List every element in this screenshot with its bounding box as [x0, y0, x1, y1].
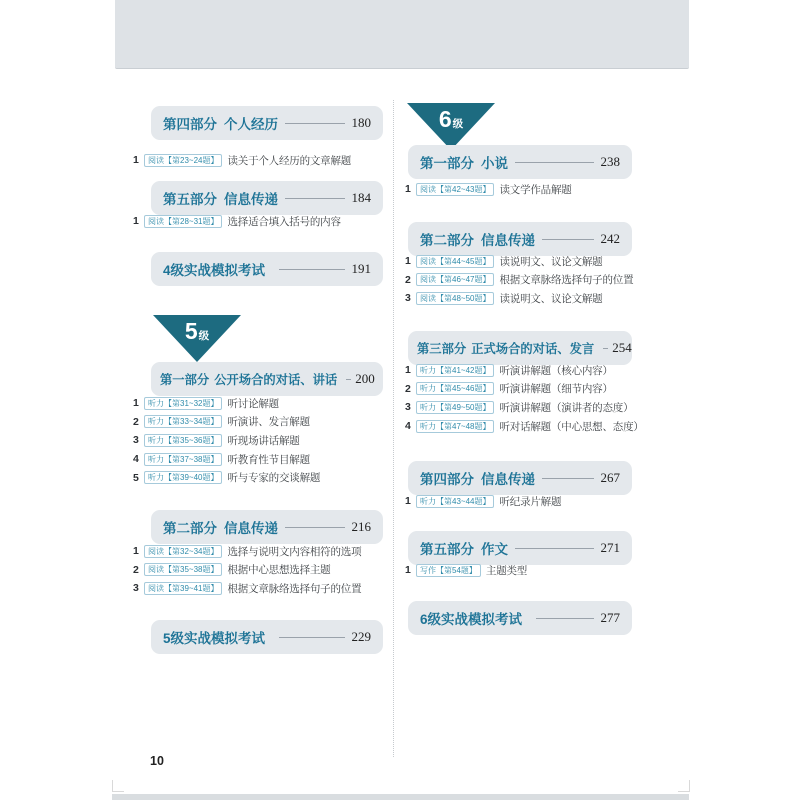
question-range-tag: 听力【第33~34题】 — [144, 415, 222, 428]
toc-item — [133, 394, 320, 413]
section-title: 信息传递 — [481, 233, 535, 248]
section-part-label: 第四部分 — [420, 472, 474, 487]
section-header — [408, 145, 632, 179]
item-number: 1 — [405, 364, 411, 377]
level-badge-label — [153, 319, 241, 343]
section-part-label: 第一部分 — [160, 373, 210, 387]
toc-item — [133, 561, 361, 580]
section-part-label: 第三部分 — [417, 342, 467, 356]
toc-item — [405, 398, 644, 417]
section-header — [151, 362, 383, 396]
item-number: 1 — [133, 397, 139, 410]
item-number: 1 — [133, 154, 139, 167]
item-number: 2 — [405, 273, 411, 286]
crop-corner-mark — [112, 780, 124, 792]
item-number: 3 — [133, 582, 139, 595]
section-page-number: 271 — [600, 540, 620, 555]
item-text: 听对话解题（中心思想、态度） — [499, 420, 644, 433]
item-text: 主题类型 — [485, 564, 528, 577]
leader-line — [285, 198, 345, 199]
item-text: 读关于个人经历的文章解题 — [227, 154, 352, 167]
question-range-tag: 阅读【第32~34题】 — [144, 545, 222, 558]
item-text: 听现场讲话解题 — [227, 434, 300, 447]
item-list — [405, 492, 561, 511]
item-text: 读说明文、议论文解题 — [499, 255, 603, 268]
item-number: 1 — [405, 564, 411, 577]
toc-item — [133, 542, 361, 561]
item-number: 5 — [133, 471, 139, 484]
toc-item — [405, 271, 633, 290]
section-page-number: 216 — [351, 519, 371, 534]
toc-item — [405, 180, 572, 199]
crop-corner-mark — [678, 780, 690, 792]
section-title: 信息传递 — [224, 192, 278, 207]
page-bottom-edge — [112, 794, 689, 800]
level-5-badge — [153, 315, 241, 362]
item-text: 听演讲解题（核心内容） — [499, 364, 613, 377]
item-list — [405, 252, 633, 308]
level-suffix: 级 — [198, 330, 210, 342]
section-header — [408, 331, 632, 365]
item-text: 选择适合填入括号的内容 — [227, 215, 341, 228]
question-range-tag: 阅读【第35~38题】 — [144, 563, 222, 576]
section-page-number: 191 — [351, 261, 371, 276]
question-range-tag: 听力【第43~44题】 — [416, 495, 494, 508]
toc-item — [405, 492, 561, 511]
leader-line — [285, 123, 345, 124]
leader-line — [285, 527, 345, 528]
item-text: 听演讲、发言解题 — [227, 416, 310, 429]
leader-line — [542, 239, 594, 240]
leader-line — [515, 548, 594, 549]
section-title: 正式场合的对话、发言 — [471, 342, 595, 356]
question-range-tag: 听力【第39~40题】 — [144, 471, 222, 484]
item-number: 1 — [405, 495, 411, 508]
section-title: 公开场合的对话、讲话 — [214, 373, 338, 387]
toc-item — [405, 561, 527, 580]
item-text: 听演讲解题（演讲者的态度） — [499, 401, 634, 414]
toc-item — [405, 380, 644, 399]
item-list — [133, 394, 320, 487]
level-number: 5 — [184, 318, 198, 344]
item-number: 3 — [405, 292, 411, 305]
section-title: 信息传递 — [481, 472, 535, 487]
section-part-label: 第一部分 — [420, 156, 474, 171]
section-header — [408, 531, 632, 565]
level-6-badge — [407, 103, 495, 150]
leader-line — [279, 269, 344, 270]
question-range-tag: 阅读【第42~43题】 — [416, 183, 494, 196]
section-header — [151, 106, 383, 140]
question-range-tag: 听力【第41~42题】 — [416, 364, 494, 377]
item-list — [405, 180, 572, 199]
section-page-number: 254 — [612, 340, 632, 355]
item-text: 根据文章脉络选择句子的位置 — [499, 274, 634, 287]
exam-header — [151, 252, 383, 286]
section-header — [408, 222, 632, 256]
level-badge-label — [407, 107, 495, 131]
item-text: 听与专家的交谈解题 — [227, 472, 321, 485]
item-number: 3 — [405, 401, 411, 414]
toc-item — [133, 151, 351, 170]
item-text: 读说明文、议论文解题 — [499, 292, 603, 305]
item-number: 2 — [405, 382, 411, 395]
section-header — [151, 510, 383, 544]
section-page-number: 242 — [600, 231, 620, 246]
section-page-number: 229 — [351, 629, 371, 644]
toc-item — [133, 413, 320, 432]
item-number: 1 — [405, 255, 411, 268]
exam-header — [151, 620, 383, 654]
section-part-label: 第二部分 — [420, 233, 474, 248]
toc-item — [133, 212, 341, 231]
leader-line — [515, 162, 594, 163]
item-number: 1 — [133, 215, 139, 228]
item-list — [133, 542, 361, 598]
item-text: 听讨论解题 — [227, 397, 279, 410]
item-text: 听纪录片解题 — [499, 495, 562, 508]
section-title: 小说 — [481, 156, 508, 171]
page-top-edge — [115, 0, 689, 69]
toc-item — [133, 450, 320, 469]
question-range-tag: 阅读【第46~47题】 — [416, 273, 494, 286]
question-range-tag: 阅读【第48~50题】 — [416, 292, 494, 305]
section-part-label: 第五部分 — [163, 192, 217, 207]
toc-item — [133, 468, 320, 487]
leader-line — [279, 637, 344, 638]
item-number: 1 — [405, 183, 411, 196]
item-list — [133, 212, 341, 231]
leader-line — [603, 348, 608, 349]
exam-header — [408, 601, 632, 635]
item-number: 2 — [133, 415, 139, 428]
item-list — [133, 151, 351, 170]
item-text: 听演讲解题（细节内容） — [499, 383, 613, 396]
item-number: 4 — [133, 453, 139, 466]
item-number: 2 — [133, 563, 139, 576]
section-page-number: 200 — [355, 371, 375, 386]
question-range-tag: 听力【第37~38题】 — [144, 453, 222, 466]
toc-item — [405, 252, 633, 271]
leader-line — [536, 618, 593, 619]
toc-item — [133, 579, 361, 598]
item-text: 根据中心思想选择主题 — [227, 564, 331, 577]
toc-item — [405, 417, 644, 436]
exam-title: 4级实战模拟考试 — [163, 263, 266, 278]
section-page-number: 277 — [600, 610, 620, 625]
exam-title: 6级实战模拟考试 — [420, 612, 523, 627]
section-page-number: 180 — [351, 115, 371, 130]
item-number: 1 — [133, 545, 139, 558]
section-header — [151, 181, 383, 215]
question-range-tag: 写作【第54题】 — [416, 564, 481, 577]
exam-title: 5级实战模拟考试 — [163, 631, 266, 646]
toc-item — [405, 361, 644, 380]
question-range-tag: 听力【第49~50题】 — [416, 401, 494, 414]
item-list — [405, 561, 527, 580]
item-list — [405, 361, 644, 435]
item-number: 4 — [405, 420, 411, 433]
section-page-number: 267 — [600, 470, 620, 485]
question-range-tag: 阅读【第44~45题】 — [416, 255, 494, 268]
question-range-tag: 阅读【第28~31题】 — [144, 215, 222, 228]
question-range-tag: 听力【第31~32题】 — [144, 397, 222, 410]
section-title: 作文 — [481, 542, 508, 557]
toc-item — [133, 431, 320, 450]
footer-page-number: 10 — [150, 754, 164, 768]
question-range-tag: 阅读【第23~24题】 — [144, 154, 222, 167]
question-range-tag: 听力【第35~36题】 — [144, 434, 222, 447]
item-number: 3 — [133, 434, 139, 447]
column-divider — [393, 100, 394, 757]
level-suffix: 级 — [452, 118, 464, 130]
section-page-number: 184 — [351, 190, 371, 205]
leader-line — [346, 379, 351, 380]
item-text: 选择与说明文内容相符的选项 — [227, 545, 362, 558]
section-part-label: 第五部分 — [420, 542, 474, 557]
section-title: 信息传递 — [224, 521, 278, 536]
level-number: 6 — [438, 106, 452, 132]
section-part-label: 第二部分 — [163, 521, 217, 536]
section-title: 个人经历 — [224, 117, 278, 132]
item-text: 读文学作品解题 — [499, 183, 572, 196]
question-range-tag: 听力【第47~48题】 — [416, 420, 494, 433]
section-part-label: 第四部分 — [163, 117, 217, 132]
toc-item — [405, 289, 633, 308]
question-range-tag: 阅读【第39~41题】 — [144, 582, 222, 595]
section-page-number: 238 — [600, 154, 620, 169]
section-header — [408, 461, 632, 495]
item-text: 听教育性节目解题 — [227, 453, 310, 466]
question-range-tag: 听力【第45~46题】 — [416, 382, 494, 395]
leader-line — [542, 478, 594, 479]
item-text: 根据文章脉络选择句子的位置 — [227, 582, 362, 595]
